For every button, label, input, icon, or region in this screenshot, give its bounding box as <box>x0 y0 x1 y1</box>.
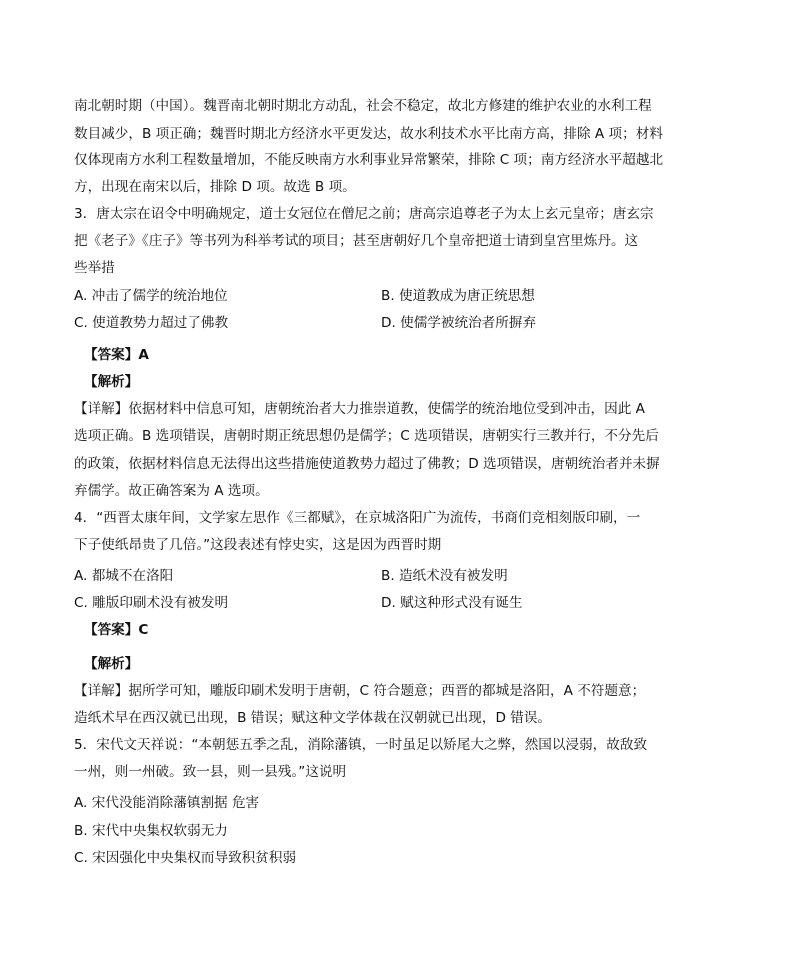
q4-answer: 【答案】C <box>84 622 149 638</box>
q5-option-c: C. 宋因强化中央集权而导致积贫积弱 <box>74 850 297 866</box>
q2-analysis-line-1: 南北朝时期（中国）。魏晋南北朝时期北方动乱，社会不稳定，故北方修建的维护农业的水利工程 <box>74 98 652 114</box>
q3-stem-line-3: 些举措 <box>74 260 115 276</box>
q2-analysis-line-4: 方，出现在南宋以后，排除 D 项。故选 B 项。 <box>74 179 356 195</box>
q4-analysis-label: 【解析】 <box>84 656 139 672</box>
q3-detail-line-3: 的政策，依据材料信息无法得出这些措施使道教势力超过了佛教；D 选项错误，唐朝统治者并未摒 <box>74 456 660 472</box>
q5-stem-line-2: 一州，则一州破。致一县，则一县残。”这说明 <box>74 764 347 780</box>
q4-stem-line-2: 下子使纸昂贵了几倍。”这段表述有悖史实，这是因为西晋时期 <box>74 537 442 553</box>
q4-option-d: D. 赋这种形式没有诞生 <box>381 595 523 611</box>
q3-stem-line-2: 把《老子》《庄子》等书列为科举考试的项目；甚至唐朝好几个皇帝把道士请到皇宫里炼丹。这 <box>74 233 639 249</box>
q4-stem-line-1: 4．“西晋太康年间，文学家左思作《三都赋》，在京城洛阳广为流传，书商们竞相刻版印刷，一 <box>74 510 641 526</box>
q5-stem-line-1: 5．宋代文天祥说：“本朝惩五季之乱，消除藩镇，一时虽足以矫尾大之弊，然国以浸弱，故敌致 <box>74 737 648 753</box>
q3-option-a: A. 冲击了儒学的统治地位 <box>74 288 228 304</box>
q3-detail-line-1: 【详解】依据材料中信息可知，唐朝统治者大力推崇道教，使儒学的统治地位受到冲击，因此 A <box>74 401 645 417</box>
q3-option-c: C. 使道教势力超过了佛教 <box>74 315 229 331</box>
q3-option-d: D. 使儒学被统治者所摒弃 <box>381 315 537 331</box>
q3-analysis-label: 【解析】 <box>84 374 139 390</box>
q3-detail-line-2: 选项正确。B 选项错误，唐朝时期正统思想仍是儒学；C 选项错误，唐朝实行三教并行，不分先后 <box>74 428 659 444</box>
q4-option-b: B. 造纸术没有被发明 <box>381 568 508 584</box>
q3-detail-line-4: 弃儒学。故正确答案为 A 选项。 <box>74 483 269 499</box>
q4-detail-line-1: 【详解】据所学可知，雕版印刷术发明于唐朝，C 符合题意；西晋的都城是洛阳，A 不符题意； <box>74 683 646 699</box>
q5-option-b: B. 宋代中央集权软弱无力 <box>74 823 228 839</box>
q3-answer: 【答案】A <box>84 347 149 363</box>
q3-stem-line-1: 3．唐太宗在诏令中明确规定，道士女冠位在僧尼之前；唐高宗追尊老子为太上玄元皇帝；唐玄宗 <box>74 206 654 222</box>
q4-detail-line-2: 造纸术早在西汉就已出现，B 错误；赋这种文学体裁在汉朝就已出现，D 错误。 <box>74 710 552 726</box>
q5-option-a: A. 宋代没能消除藩镇割据 危害 <box>74 795 260 811</box>
q2-analysis-line-3: 仅体现南方水利工程数量增加，不能反映南方水利事业异常繁荣，排除 C 项；南方经济水平超越北 <box>74 152 664 168</box>
q4-option-c: C. 雕版印刷术没有被发明 <box>74 595 229 611</box>
q3-option-b: B. 使道教成为唐正统思想 <box>381 288 535 304</box>
q2-analysis-line-2: 数目减少，B 项正确；魏晋时期北方经济水平更发达，故水利技术水平比南方高，排除 A 项；材料 <box>74 126 663 142</box>
q4-option-a: A. 都城不在洛阳 <box>74 568 174 584</box>
